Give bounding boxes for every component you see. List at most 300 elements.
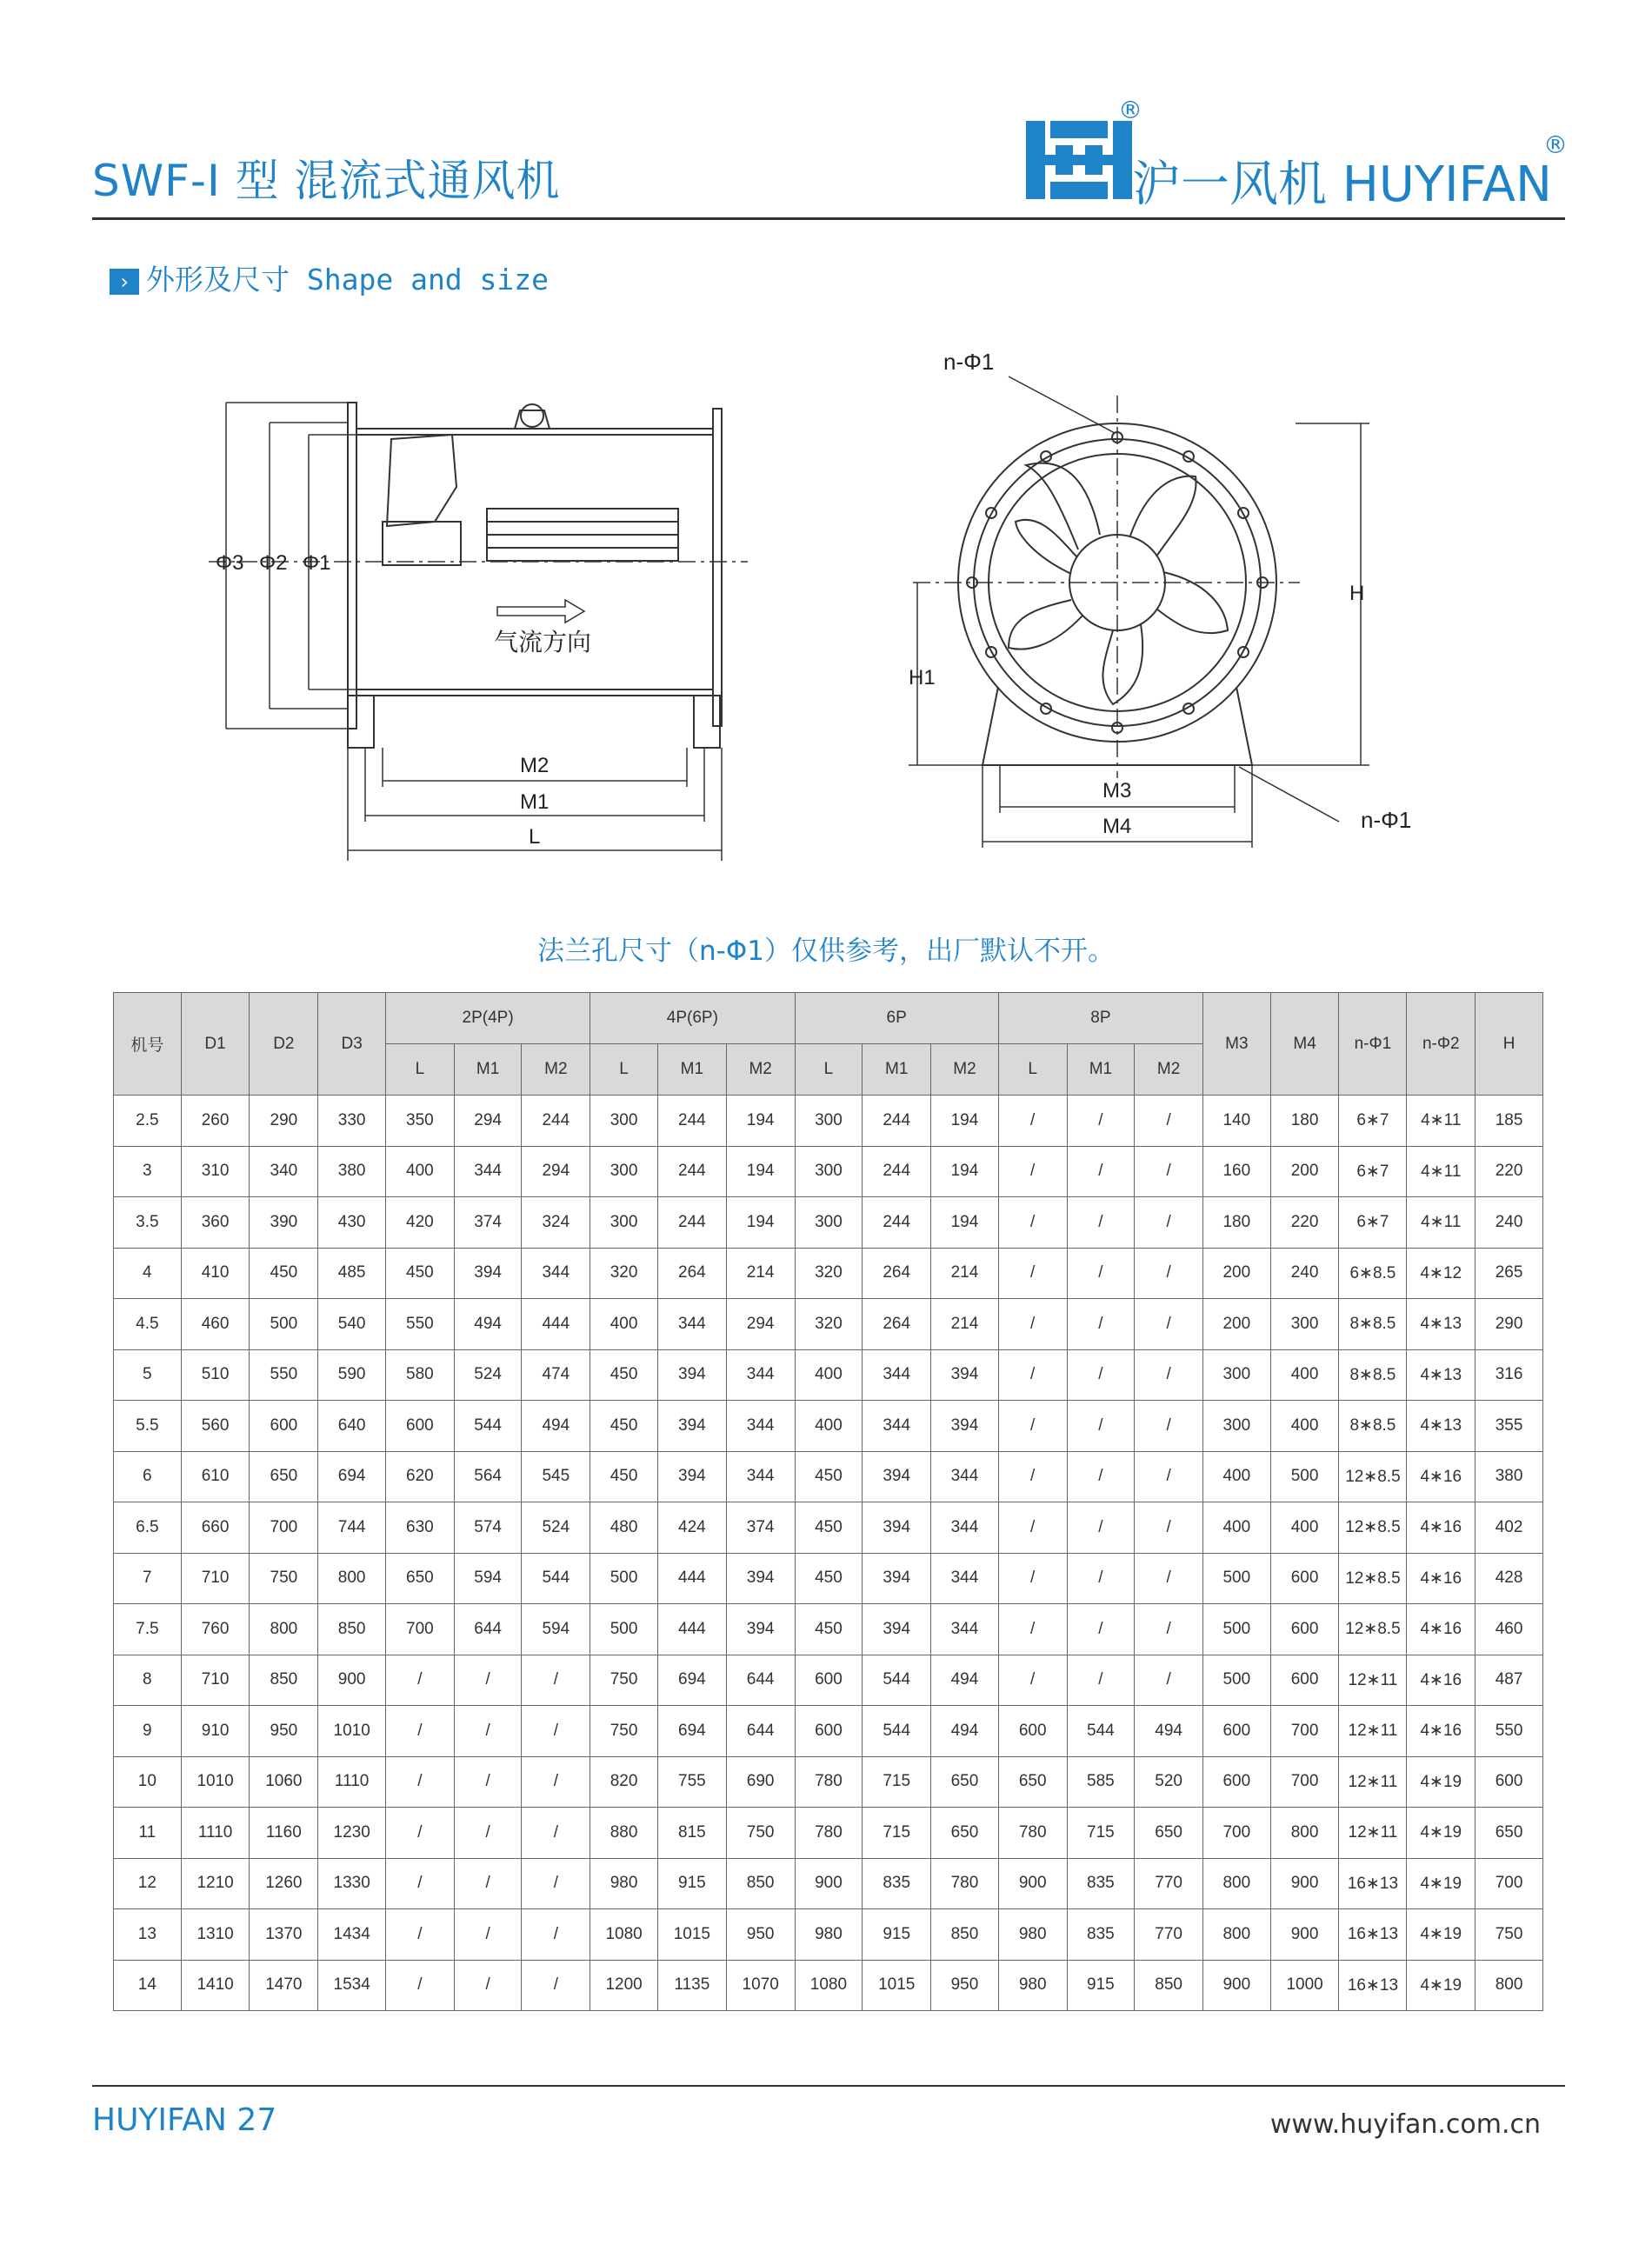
table-cell: 13 <box>114 1909 182 1961</box>
table-cell: 344 <box>522 1248 590 1299</box>
table-cell: 650 <box>931 1808 999 1859</box>
table-cell: 214 <box>726 1248 795 1299</box>
table-cell: 1110 <box>181 1808 250 1859</box>
table-cell: / <box>1135 1451 1203 1502</box>
table-cell: 8 <box>114 1655 182 1706</box>
table-cell: 1310 <box>181 1909 250 1961</box>
table-row <box>114 1197 1543 1249</box>
table-cell: 600 <box>250 1401 318 1452</box>
table-cell: / <box>386 1655 455 1706</box>
table-cell: 900 <box>795 1858 863 1909</box>
page-title: SWF-I 型 混流式通风机 <box>92 156 561 206</box>
sub-col: M1 <box>1067 1044 1135 1096</box>
side-view-drawing <box>209 403 748 861</box>
dim-label-m3: M3 <box>1102 779 1132 803</box>
table-cell: 4∗13 <box>1407 1349 1475 1401</box>
table-cell: 12 <box>114 1858 182 1909</box>
table-cell: 915 <box>657 1858 726 1909</box>
table-cell: 850 <box>1135 1960 1203 2011</box>
table-cell: / <box>386 1960 455 2011</box>
table-cell: 410 <box>181 1248 250 1299</box>
table-cell: 500 <box>590 1604 658 1655</box>
table-cell: 444 <box>657 1604 726 1655</box>
table-cell: 744 <box>318 1502 386 1554</box>
table-cell: / <box>522 1858 590 1909</box>
table-cell: / <box>998 1604 1067 1655</box>
table-cell: 3 <box>114 1146 182 1197</box>
table-cell: / <box>1135 1502 1203 1554</box>
table-cell: 755 <box>657 1756 726 1808</box>
table-cell: 194 <box>931 1096 999 1147</box>
table-cell: / <box>1067 1197 1135 1249</box>
table-cell: 835 <box>1067 1909 1135 1961</box>
side-view-labels <box>216 551 591 849</box>
airflow-label: 气流方向 <box>494 629 592 656</box>
table-cell: 1200 <box>590 1960 658 2011</box>
table-cell: 494 <box>454 1299 522 1350</box>
table-row <box>114 1299 1543 1350</box>
table-cell: 310 <box>181 1146 250 1197</box>
table-cell: 1210 <box>181 1858 250 1909</box>
sub-col: M1 <box>863 1044 931 1096</box>
table-cell: / <box>454 1706 522 1757</box>
table-cell: 355 <box>1475 1401 1543 1452</box>
table-cell: 900 <box>318 1655 386 1706</box>
table-cell: 4∗11 <box>1407 1197 1475 1249</box>
table-cell: 300 <box>1202 1401 1270 1452</box>
table-cell: 185 <box>1475 1096 1543 1147</box>
dim-label-h: H <box>1349 582 1365 605</box>
table-cell: 344 <box>726 1349 795 1401</box>
table-cell: 400 <box>1202 1451 1270 1502</box>
dim-label-h1: H1 <box>909 666 936 689</box>
table-cell: 344 <box>863 1349 931 1401</box>
table-cell: 600 <box>1270 1604 1339 1655</box>
table-cell: / <box>454 1655 522 1706</box>
table-row <box>114 1808 1543 1859</box>
table-cell: 835 <box>863 1858 931 1909</box>
table-cell: 600 <box>1202 1706 1270 1757</box>
table-cell: 715 <box>863 1808 931 1859</box>
table-row <box>114 1146 1543 1197</box>
table-cell: / <box>522 1706 590 1757</box>
table-cell: 520 <box>1135 1756 1203 1808</box>
sub-col: L <box>795 1044 863 1096</box>
sub-col: L <box>590 1044 658 1096</box>
table-cell: 544 <box>863 1706 931 1757</box>
table-cell: 4∗11 <box>1407 1096 1475 1147</box>
table-cell: 394 <box>726 1553 795 1604</box>
dim-label-phi1: Φ1 <box>303 551 331 575</box>
table-cell: 560 <box>181 1401 250 1452</box>
table-cell: 800 <box>250 1604 318 1655</box>
table-cell: 6∗7 <box>1339 1096 1407 1147</box>
table-cell: / <box>998 1655 1067 1706</box>
table-cell: 400 <box>795 1349 863 1401</box>
table-cell: 1470 <box>250 1960 318 2011</box>
table-row <box>114 1706 1543 1757</box>
table-cell: 394 <box>657 1451 726 1502</box>
table-cell: 480 <box>590 1502 658 1554</box>
table-cell: 260 <box>181 1096 250 1147</box>
dim-label-m4: M4 <box>1102 815 1132 838</box>
table-cell: 4∗19 <box>1407 1808 1475 1859</box>
table-cell: 300 <box>590 1096 658 1147</box>
table-cell: 550 <box>1475 1706 1543 1757</box>
table-cell: 12∗8.5 <box>1339 1604 1407 1655</box>
col-h: H <box>1475 993 1543 1096</box>
table-row <box>114 1553 1543 1604</box>
table-cell: 5 <box>114 1349 182 1401</box>
table-cell: 474 <box>522 1349 590 1401</box>
table-cell: 650 <box>998 1756 1067 1808</box>
table-cell: 450 <box>590 1401 658 1452</box>
table-cell: 220 <box>1270 1197 1339 1249</box>
table-row <box>114 1756 1543 1808</box>
table-cell: 450 <box>795 1451 863 1502</box>
table-cell: 850 <box>726 1858 795 1909</box>
brand-name: 沪一风机 HUYIFAN <box>1132 157 1552 213</box>
table-cell: 694 <box>657 1706 726 1757</box>
table-cell: 800 <box>1270 1808 1339 1859</box>
table-cell: 644 <box>726 1706 795 1757</box>
table-cell: 715 <box>863 1756 931 1808</box>
table-cell: / <box>998 1146 1067 1197</box>
table-cell: 180 <box>1270 1096 1339 1147</box>
table-cell: / <box>522 1909 590 1961</box>
footer-divider <box>92 2085 1565 2087</box>
table-cell: 300 <box>590 1197 658 1249</box>
table-cell: 460 <box>1475 1604 1543 1655</box>
table-cell: 374 <box>726 1502 795 1554</box>
table-cell: / <box>1135 1349 1203 1401</box>
table-cell: 10 <box>114 1756 182 1808</box>
table-cell: 900 <box>1270 1858 1339 1909</box>
table-cell: 580 <box>386 1349 455 1401</box>
table-cell: 450 <box>795 1553 863 1604</box>
table-cell: 600 <box>1270 1553 1339 1604</box>
table-cell: 4∗11 <box>1407 1146 1475 1197</box>
table-cell: 850 <box>318 1604 386 1655</box>
table-cell: 214 <box>931 1248 999 1299</box>
table-cell: 344 <box>931 1502 999 1554</box>
table-row <box>114 1858 1543 1909</box>
table-cell: 650 <box>250 1451 318 1502</box>
table-cell: 374 <box>454 1197 522 1249</box>
table-cell: 780 <box>795 1756 863 1808</box>
table-cell: / <box>522 1960 590 2011</box>
table-cell: 344 <box>726 1401 795 1452</box>
table-cell: / <box>386 1808 455 1859</box>
table-cell: 4∗19 <box>1407 1909 1475 1961</box>
table-cell: / <box>386 1909 455 1961</box>
table-cell: 494 <box>931 1655 999 1706</box>
table-cell: 700 <box>1270 1706 1339 1757</box>
table-cell: / <box>1067 1248 1135 1299</box>
table-cell: / <box>454 1858 522 1909</box>
table-cell: 244 <box>657 1197 726 1249</box>
table-cell: 444 <box>522 1299 590 1350</box>
table-cell: 4∗16 <box>1407 1706 1475 1757</box>
sub-col: M2 <box>726 1044 795 1096</box>
table-cell: 1370 <box>250 1909 318 1961</box>
table-cell: / <box>386 1858 455 1909</box>
table-cell: 500 <box>1202 1553 1270 1604</box>
table-cell: 5.5 <box>114 1401 182 1452</box>
dim-label-m1: M1 <box>520 790 550 814</box>
table-cell: 1015 <box>863 1960 931 2011</box>
table-cell: 780 <box>998 1808 1067 1859</box>
table-cell: 12∗8.5 <box>1339 1451 1407 1502</box>
table-row <box>114 1502 1543 1554</box>
table-cell: 290 <box>1475 1299 1543 1350</box>
sub-col: M2 <box>1135 1044 1203 1096</box>
table-cell: 194 <box>931 1197 999 1249</box>
table-cell: 550 <box>386 1299 455 1350</box>
dim-label-phi3: Φ3 <box>216 551 244 575</box>
table-cell: 400 <box>386 1146 455 1197</box>
table-cell: 240 <box>1270 1248 1339 1299</box>
table-cell: / <box>1135 1604 1203 1655</box>
table-cell: / <box>1135 1299 1203 1350</box>
table-cell: 900 <box>1270 1909 1339 1961</box>
table-cell: 244 <box>657 1146 726 1197</box>
table-cell: 4 <box>114 1248 182 1299</box>
table-cell: 600 <box>1270 1655 1339 1706</box>
table-cell: 330 <box>318 1096 386 1147</box>
table-cell: 1260 <box>250 1858 318 1909</box>
table-cell: 394 <box>863 1553 931 1604</box>
table-cell: / <box>1135 1655 1203 1706</box>
table-cell: 487 <box>1475 1655 1543 1706</box>
table-cell: 500 <box>1202 1604 1270 1655</box>
table-cell: / <box>1067 1146 1135 1197</box>
group-8p: 8P <box>998 993 1202 1044</box>
table-cell: 340 <box>250 1146 318 1197</box>
table-cell: 1015 <box>657 1909 726 1961</box>
table-cell: 450 <box>795 1604 863 1655</box>
table-cell: / <box>1135 1197 1203 1249</box>
table-cell: 544 <box>863 1655 931 1706</box>
table-cell: 544 <box>522 1553 590 1604</box>
table-cell: 450 <box>590 1349 658 1401</box>
table-cell: 494 <box>1135 1706 1203 1757</box>
table-cell: 400 <box>1270 1502 1339 1554</box>
table-cell: 600 <box>1475 1756 1543 1808</box>
col-d3: D3 <box>318 993 386 1096</box>
group-6p: 6P <box>795 993 998 1044</box>
brand-registered-mark: ® <box>1543 130 1568 159</box>
table-cell: 4∗13 <box>1407 1299 1475 1350</box>
table-cell: 12∗11 <box>1339 1655 1407 1706</box>
table-cell: / <box>454 1909 522 1961</box>
table-cell: 750 <box>1475 1909 1543 1961</box>
table-cell: 400 <box>1270 1349 1339 1401</box>
col-m4: M4 <box>1270 993 1339 1096</box>
table-cell: 540 <box>318 1299 386 1350</box>
table-cell: 350 <box>386 1096 455 1147</box>
dim-label-phi2: Φ2 <box>259 551 288 575</box>
table-cell: 4∗16 <box>1407 1655 1475 1706</box>
table-cell: 394 <box>657 1401 726 1452</box>
table-cell: 4∗12 <box>1407 1248 1475 1299</box>
table-cell: / <box>1135 1553 1203 1604</box>
table-cell: 11 <box>114 1808 182 1859</box>
table-cell: 294 <box>454 1096 522 1147</box>
table-cell: 820 <box>590 1756 658 1808</box>
table-cell: 360 <box>181 1197 250 1249</box>
table-cell: 12∗11 <box>1339 1756 1407 1808</box>
table-cell: 344 <box>454 1146 522 1197</box>
table-cell: 900 <box>1202 1960 1270 2011</box>
table-cell: 160 <box>1202 1146 1270 1197</box>
table-cell: 394 <box>863 1604 931 1655</box>
table-cell: 344 <box>863 1401 931 1452</box>
table-cell: 980 <box>998 1909 1067 1961</box>
table-cell: 380 <box>1475 1451 1543 1502</box>
table-cell: 4∗16 <box>1407 1553 1475 1604</box>
table-cell: 1330 <box>318 1858 386 1909</box>
table-cell: 450 <box>590 1451 658 1502</box>
table-cell: / <box>522 1808 590 1859</box>
table-cell: / <box>1135 1096 1203 1147</box>
table-cell: 294 <box>522 1146 590 1197</box>
table-cell: 915 <box>1067 1960 1135 2011</box>
table-cell: 780 <box>931 1858 999 1909</box>
table-cell: 574 <box>454 1502 522 1554</box>
table-cell: 344 <box>657 1299 726 1350</box>
table-cell: 394 <box>931 1349 999 1401</box>
table-cell: 524 <box>522 1502 590 1554</box>
table-cell: 544 <box>1067 1706 1135 1757</box>
table-cell: 194 <box>931 1146 999 1197</box>
table-cell: 950 <box>931 1960 999 2011</box>
table-cell: 4∗16 <box>1407 1502 1475 1554</box>
table-cell: 524 <box>454 1349 522 1401</box>
col-n-phi1: n-Φ1 <box>1339 993 1407 1096</box>
table-cell: 770 <box>1135 1909 1203 1961</box>
sub-col: M2 <box>931 1044 999 1096</box>
table-cell: 12∗11 <box>1339 1808 1407 1859</box>
table-cell: 710 <box>181 1553 250 1604</box>
table-cell: 700 <box>1202 1808 1270 1859</box>
table-cell: 750 <box>726 1808 795 1859</box>
table-cell: 700 <box>1475 1858 1543 1909</box>
table-cell: / <box>1135 1146 1203 1197</box>
sub-col: L <box>386 1044 455 1096</box>
table-row <box>114 1960 1543 2011</box>
table-cell: / <box>998 1401 1067 1452</box>
table-cell: 600 <box>795 1655 863 1706</box>
table-cell: 194 <box>726 1197 795 1249</box>
table-cell: 265 <box>1475 1248 1543 1299</box>
table-cell: 644 <box>454 1604 522 1655</box>
table-cell: 300 <box>1202 1349 1270 1401</box>
table-cell: / <box>1067 1096 1135 1147</box>
table-cell: 12∗8.5 <box>1339 1502 1407 1554</box>
table-cell: 630 <box>386 1502 455 1554</box>
table-cell: / <box>454 1960 522 2011</box>
table-cell: 316 <box>1475 1349 1543 1401</box>
table-cell: 300 <box>795 1146 863 1197</box>
table-cell: 324 <box>522 1197 590 1249</box>
table-cell: 320 <box>590 1248 658 1299</box>
front-view-drawing <box>909 376 1369 848</box>
table-cell: 344 <box>931 1451 999 1502</box>
table-cell: 4∗16 <box>1407 1451 1475 1502</box>
table-row <box>114 1604 1543 1655</box>
dim-label-m2: M2 <box>520 754 550 777</box>
table-header-row <box>114 993 1543 1044</box>
table-cell: 394 <box>863 1451 931 1502</box>
table-cell: 915 <box>863 1909 931 1961</box>
dimension-table <box>113 992 1543 2011</box>
table-cell: 1000 <box>1270 1960 1339 2011</box>
table-cell: 770 <box>1135 1858 1203 1909</box>
table-cell: 800 <box>318 1553 386 1604</box>
logo-registered-mark: ® <box>1118 96 1142 124</box>
table-cell: 400 <box>590 1299 658 1350</box>
table-cell: / <box>454 1756 522 1808</box>
table-cell: 12∗8.5 <box>1339 1553 1407 1604</box>
table-cell: 600 <box>386 1401 455 1452</box>
table-cell: 6.5 <box>114 1502 182 1554</box>
table-cell: 4∗19 <box>1407 1858 1475 1909</box>
table-cell: 620 <box>386 1451 455 1502</box>
table-cell: 390 <box>250 1197 318 1249</box>
table-cell: 430 <box>318 1197 386 1249</box>
table-cell: 494 <box>522 1401 590 1452</box>
table-cell: 510 <box>181 1349 250 1401</box>
table-cell: / <box>454 1808 522 1859</box>
table-cell: 344 <box>726 1451 795 1502</box>
table-cell: 16∗13 <box>1339 1858 1407 1909</box>
table-cell: 8∗8.5 <box>1339 1349 1407 1401</box>
table-cell: 564 <box>454 1451 522 1502</box>
table-cell: 644 <box>726 1655 795 1706</box>
table-cell: 760 <box>181 1604 250 1655</box>
table-cell: / <box>1067 1349 1135 1401</box>
table-cell: 485 <box>318 1248 386 1299</box>
table-cell: 264 <box>863 1299 931 1350</box>
table-cell: 850 <box>250 1655 318 1706</box>
table-cell: 545 <box>522 1451 590 1502</box>
table-cell: 1410 <box>181 1960 250 2011</box>
table-cell: 194 <box>726 1096 795 1147</box>
table-cell: 8∗8.5 <box>1339 1299 1407 1350</box>
table-cell: / <box>998 1096 1067 1147</box>
table-cell: 850 <box>931 1909 999 1961</box>
table-cell: 6∗7 <box>1339 1197 1407 1249</box>
table-cell: 444 <box>657 1553 726 1604</box>
table-cell: / <box>1067 1553 1135 1604</box>
table-cell: 640 <box>318 1401 386 1452</box>
table-cell: 300 <box>1270 1299 1339 1350</box>
col-n-phi2: n-Φ2 <box>1407 993 1475 1096</box>
table-cell: 594 <box>522 1604 590 1655</box>
table-cell: 4∗19 <box>1407 1960 1475 2011</box>
table-cell: 494 <box>931 1706 999 1757</box>
sub-col: M1 <box>657 1044 726 1096</box>
table-cell: 700 <box>250 1502 318 1554</box>
table-cell: 428 <box>1475 1553 1543 1604</box>
sub-col: L <box>998 1044 1067 1096</box>
table-cell: 424 <box>657 1502 726 1554</box>
table-cell: 264 <box>657 1248 726 1299</box>
table-cell: 394 <box>726 1604 795 1655</box>
table-cell: 1080 <box>590 1909 658 1961</box>
table-cell: 750 <box>590 1655 658 1706</box>
